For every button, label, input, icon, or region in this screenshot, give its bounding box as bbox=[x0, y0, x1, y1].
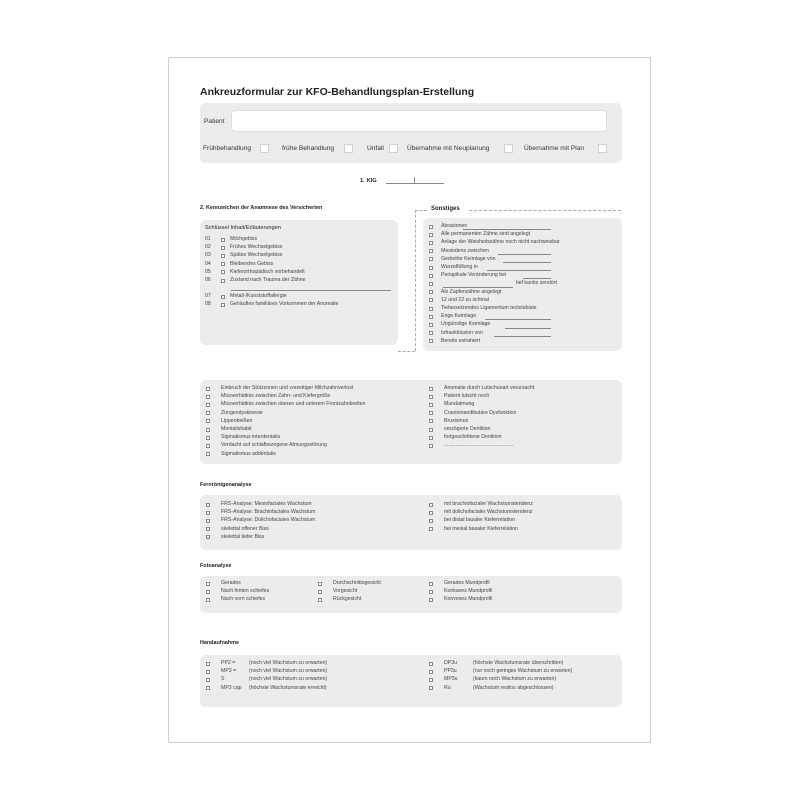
item-checkbox[interactable] bbox=[429, 436, 433, 440]
item-checkbox[interactable] bbox=[318, 590, 322, 594]
item-checkbox[interactable] bbox=[206, 662, 210, 666]
item-label: (höchste Wachstumsrate erreicht) bbox=[249, 684, 327, 691]
item-code: PP3u bbox=[444, 668, 457, 675]
item-checkbox[interactable] bbox=[206, 670, 210, 674]
item-label: Frühes Wechselgebiss bbox=[230, 244, 283, 251]
item-checkbox[interactable] bbox=[206, 411, 210, 415]
item-label: Missverhältnis zwischen Zahn- und Kiefergröße bbox=[221, 393, 331, 400]
option-label-uebernahme-neuplanung: Übernahme mit Neuplanung bbox=[407, 145, 490, 152]
item-code: MP3 cap bbox=[221, 684, 242, 691]
item-code: MP3u bbox=[444, 676, 458, 683]
item-checkbox[interactable] bbox=[429, 266, 433, 270]
hand-heading: Handaufnahme bbox=[200, 640, 239, 646]
fill-in-line[interactable] bbox=[485, 319, 551, 320]
item-label: FRS-Analyse: Dolichofaciales Wachstum bbox=[221, 517, 316, 524]
item-label: Bleibendes Gebiss bbox=[230, 260, 274, 267]
item-checkbox[interactable] bbox=[429, 503, 433, 507]
patient-box bbox=[200, 103, 622, 163]
item-checkbox[interactable] bbox=[429, 527, 433, 531]
fill-in-line[interactable] bbox=[505, 328, 551, 329]
item-label: Alle permanenten Zähne sind angelegt bbox=[441, 231, 531, 238]
item-checkbox[interactable] bbox=[206, 598, 210, 602]
option-label-fruehe-behandlung: frühe Behandlung bbox=[282, 145, 335, 152]
section-divider-top-right bbox=[469, 210, 621, 211]
item-checkbox[interactable] bbox=[206, 444, 210, 448]
fill-in-line[interactable] bbox=[494, 336, 551, 337]
item-label: Nach vorn schiefes bbox=[221, 596, 266, 603]
item-checkbox[interactable] bbox=[429, 257, 433, 261]
item-label: FRS-Analyse: Mesiofaciales Wachstum bbox=[221, 501, 312, 507]
item-label: Sigmatismus interdentalis bbox=[221, 434, 281, 441]
item-checkbox[interactable] bbox=[221, 262, 225, 266]
option-checkbox-fruehe-behandlung[interactable] bbox=[344, 144, 353, 153]
item-label: (höchste Wachstumsrate überschritten) bbox=[473, 660, 564, 666]
anamnese-box bbox=[200, 220, 398, 345]
item-label: Periapikale Veränderung bei bbox=[441, 272, 507, 279]
item-checkbox[interactable] bbox=[429, 307, 433, 311]
item-code: 06 bbox=[205, 277, 211, 283]
item-label: 12 und 22 zu schmal bbox=[441, 296, 489, 303]
fill-in-line[interactable] bbox=[498, 254, 551, 255]
item-code: DP3u bbox=[444, 660, 457, 666]
item-checkbox[interactable] bbox=[429, 582, 433, 586]
item-label: Patient lutscht noch bbox=[444, 393, 490, 400]
item-label: Missverhältnis zwischen oberen und unterem Frontzahnbreiten bbox=[221, 401, 366, 408]
item-checkbox[interactable] bbox=[206, 527, 210, 531]
item-label: Vorgesicht bbox=[333, 588, 358, 595]
item-checkbox[interactable] bbox=[429, 403, 433, 407]
item-label: Sigmatismus addentalis bbox=[221, 450, 276, 457]
item-code: S bbox=[221, 676, 225, 683]
item-checkbox[interactable] bbox=[206, 428, 210, 432]
item-label: Nach hinten schiefes bbox=[221, 588, 270, 595]
option-label-unfall: Unfall bbox=[367, 145, 384, 152]
item-label: fortgeschrittene Dentition bbox=[444, 434, 502, 441]
item-checkbox[interactable] bbox=[221, 279, 225, 283]
item-label: bei mesial basaler Kieferrelation bbox=[444, 525, 518, 532]
item-checkbox[interactable] bbox=[429, 298, 433, 302]
item-label: Enge Keimlage bbox=[441, 313, 477, 320]
foto-box bbox=[200, 576, 622, 613]
item-checkbox[interactable] bbox=[318, 598, 322, 602]
item-label: Durchschnittsgesicht bbox=[333, 580, 381, 586]
fill-in-line[interactable] bbox=[487, 270, 551, 271]
item-label: Abrasionen bbox=[441, 223, 468, 229]
item-checkbox[interactable] bbox=[429, 233, 433, 237]
item-checkbox[interactable] bbox=[429, 419, 433, 423]
item-checkbox[interactable] bbox=[221, 238, 225, 242]
item-label: Anlage der Weisheitszähne noch nicht nachweisbar bbox=[441, 239, 560, 246]
item-label: Metall-/Kunststoffallergie bbox=[230, 293, 287, 300]
item-label: (noch viel Wachstum zu erwarten) bbox=[249, 660, 328, 666]
item-label: Lippenbeißen bbox=[221, 417, 253, 424]
item-code: Ru bbox=[444, 684, 451, 691]
item-checkbox[interactable] bbox=[429, 444, 433, 448]
anamnese-trauma-line[interactable] bbox=[231, 290, 391, 291]
kig-divider bbox=[414, 177, 415, 183]
item-checkbox[interactable] bbox=[429, 428, 433, 432]
form-sheet bbox=[168, 57, 651, 743]
item-label: Einbruch der Stützzonen und vorzeitiger Milchzahnverlust bbox=[221, 385, 354, 391]
item-label: bei distal basaler Kieferrelation bbox=[444, 517, 515, 524]
item-label: Mentalishabit bbox=[221, 426, 252, 432]
anamnese-heading: 2. Kennzeichen der Anamnese des Versicherten bbox=[200, 205, 323, 211]
item-label: Mesiodens zwischen bbox=[441, 247, 489, 254]
item-label: Craniomandibuläre Dysfunktion bbox=[444, 409, 517, 416]
item-label: Konvexes Mundprofil bbox=[444, 596, 493, 603]
item-code: 03 bbox=[205, 252, 211, 259]
item-checkbox[interactable] bbox=[429, 249, 433, 253]
item-checkbox[interactable] bbox=[221, 303, 225, 307]
item-label: Rückgesicht bbox=[333, 596, 362, 603]
item-checkbox[interactable] bbox=[429, 274, 433, 278]
anamnese-key-title: Schlüssel Inhalt/Erläuterungen bbox=[205, 225, 281, 231]
item-checkbox[interactable] bbox=[429, 315, 433, 319]
item-label: Kieferorthopädisch vorbehandelt bbox=[230, 268, 305, 275]
item-checkbox[interactable] bbox=[429, 331, 433, 335]
befund-box bbox=[200, 380, 622, 464]
item-label: ................................................ bbox=[444, 442, 514, 449]
item-code: 01 bbox=[205, 236, 211, 242]
item-checkbox[interactable] bbox=[206, 590, 210, 594]
item-checkbox[interactable] bbox=[206, 686, 210, 690]
item-label: (noch viel Wachstum zu erwarten) bbox=[249, 676, 328, 683]
item-checkbox[interactable] bbox=[429, 686, 433, 690]
item-label: Als Zapfenzähne angelegt bbox=[441, 288, 502, 295]
item-label: tief kariös zerstört bbox=[516, 280, 557, 287]
hand-box bbox=[200, 655, 622, 707]
item-label: FRS-Analyse: Brachiofaciales Wachstum bbox=[221, 509, 316, 516]
item-code: PP2 = bbox=[221, 660, 236, 666]
item-checkbox[interactable] bbox=[429, 339, 433, 343]
item-label: (kaum noch Wachstum zu erwarten) bbox=[473, 676, 557, 683]
item-checkbox[interactable] bbox=[429, 225, 433, 229]
item-checkbox[interactable] bbox=[206, 419, 210, 423]
item-checkbox[interactable] bbox=[429, 395, 433, 399]
fill-in-line[interactable] bbox=[523, 278, 551, 279]
item-checkbox[interactable] bbox=[429, 678, 433, 682]
item-label: (noch viel Wachstum zu erwarten) bbox=[249, 668, 328, 675]
item-label: Wurzelfüllung in bbox=[441, 264, 478, 270]
item-checkbox[interactable] bbox=[206, 452, 210, 456]
item-label: Gerades Mundprofil bbox=[444, 580, 490, 586]
item-label: Anomalie durch Lutschunart verursacht bbox=[444, 385, 535, 391]
item-checkbox[interactable] bbox=[206, 387, 210, 391]
item-label: Konkaves Mundprofil bbox=[444, 588, 493, 595]
fill-in-line[interactable] bbox=[443, 287, 513, 288]
foto-heading: Fotoanalyse bbox=[200, 563, 232, 569]
item-checkbox[interactable] bbox=[429, 519, 433, 523]
item-checkbox[interactable] bbox=[429, 282, 433, 286]
item-label: Gerades bbox=[221, 580, 241, 586]
item-checkbox[interactable] bbox=[429, 590, 433, 594]
item-checkbox[interactable] bbox=[221, 270, 225, 274]
section-divider-vertical bbox=[415, 210, 416, 351]
item-label: Gehäuftes familiäres Vorkommen der Anomalie bbox=[230, 301, 339, 308]
item-checkbox[interactable] bbox=[429, 598, 433, 602]
item-code: MP3 = bbox=[221, 668, 237, 675]
sonstiges-box bbox=[423, 218, 622, 351]
fill-in-line[interactable] bbox=[463, 229, 551, 230]
fill-in-line[interactable] bbox=[503, 262, 551, 263]
item-label: Zustand nach Trauma der Zähne bbox=[230, 277, 306, 283]
item-checkbox[interactable] bbox=[206, 503, 210, 507]
option-checkbox-fruehbehandlung[interactable] bbox=[260, 144, 269, 153]
item-checkbox[interactable] bbox=[429, 670, 433, 674]
section-divider-top-left bbox=[415, 210, 427, 211]
item-label: Mundatmung bbox=[444, 401, 475, 408]
item-checkbox[interactable] bbox=[206, 678, 210, 682]
item-checkbox[interactable] bbox=[221, 295, 225, 299]
item-code: 02 bbox=[205, 244, 211, 251]
item-checkbox[interactable] bbox=[206, 519, 210, 523]
item-checkbox[interactable] bbox=[206, 535, 210, 539]
form-title: Ankreuzformular zur KFO-Behandlungsplan-Erstellung bbox=[200, 86, 475, 98]
item-label: Gedrehte Keimlage von bbox=[441, 255, 496, 262]
kig-label: 1. KIG bbox=[360, 178, 377, 184]
item-label: Milchgebiss bbox=[230, 236, 258, 242]
item-code: 05 bbox=[205, 268, 211, 275]
item-checkbox[interactable] bbox=[429, 511, 433, 515]
item-label: Ungünstige Keimlage bbox=[441, 321, 491, 328]
item-label: Spätes Wechselgebiss bbox=[230, 252, 283, 259]
item-label: Bereits extrahiert bbox=[441, 337, 481, 344]
item-checkbox[interactable] bbox=[206, 403, 210, 407]
item-checkbox[interactable] bbox=[221, 254, 225, 258]
item-label: Tiefansetzendes Ligamentum tectolabiale bbox=[441, 305, 537, 311]
item-checkbox[interactable] bbox=[429, 387, 433, 391]
option-label-uebernahme-plan: Übernahme mit Plan bbox=[524, 145, 585, 152]
item-code: 07 bbox=[205, 293, 211, 300]
item-label: mit brachiofacialer Wachstumstendenz bbox=[444, 501, 533, 507]
item-code: 04 bbox=[205, 260, 211, 267]
option-checkbox-uebernahme-neuplanung[interactable] bbox=[504, 144, 513, 153]
kig-input-line[interactable] bbox=[386, 183, 444, 184]
item-label: skelettal offener Biss bbox=[221, 525, 269, 532]
item-label: mit dolichofacialer Wachstumstendenz bbox=[444, 509, 533, 516]
item-label: (nur noch geringes Wachstum zu erwarten) bbox=[473, 668, 573, 675]
item-label: Zungendyskinesie bbox=[221, 409, 263, 416]
fernroentgen-heading: Fernröntgenanalyse bbox=[200, 482, 252, 488]
item-label: Bruxismus bbox=[444, 417, 469, 424]
item-label: Infraokklusion von bbox=[441, 329, 483, 336]
item-checkbox[interactable] bbox=[206, 436, 210, 440]
fernroentgen-box bbox=[200, 495, 622, 550]
item-checkbox[interactable] bbox=[429, 241, 433, 245]
item-label: verzögerte Dentition bbox=[444, 426, 491, 432]
section-divider-corner bbox=[398, 351, 415, 352]
option-label-fruehbehandlung: Frühbehandlung bbox=[203, 145, 252, 152]
item-checkbox[interactable] bbox=[206, 511, 210, 515]
item-checkbox[interactable] bbox=[221, 246, 225, 250]
sonstiges-heading: Sonstiges bbox=[431, 206, 460, 212]
item-checkbox[interactable] bbox=[429, 411, 433, 415]
item-checkbox[interactable] bbox=[206, 582, 210, 586]
option-checkbox-uebernahme-plan[interactable] bbox=[598, 144, 607, 153]
item-checkbox[interactable] bbox=[429, 662, 433, 666]
item-checkbox[interactable] bbox=[429, 290, 433, 294]
item-label: Verdacht auf schlafbezogene Atmungsstörung bbox=[221, 442, 327, 449]
item-checkbox[interactable] bbox=[206, 395, 210, 399]
item-checkbox[interactable] bbox=[429, 323, 433, 327]
option-checkbox-unfall[interactable] bbox=[389, 144, 398, 153]
patient-label: Patient bbox=[204, 118, 225, 125]
item-label: (Wachstum restlos abgeschlossen) bbox=[473, 684, 554, 691]
item-label: skelettal tiefer Biss bbox=[221, 533, 265, 540]
item-code: 08 bbox=[205, 301, 211, 308]
patient-input[interactable] bbox=[231, 110, 607, 132]
item-checkbox[interactable] bbox=[318, 582, 322, 586]
